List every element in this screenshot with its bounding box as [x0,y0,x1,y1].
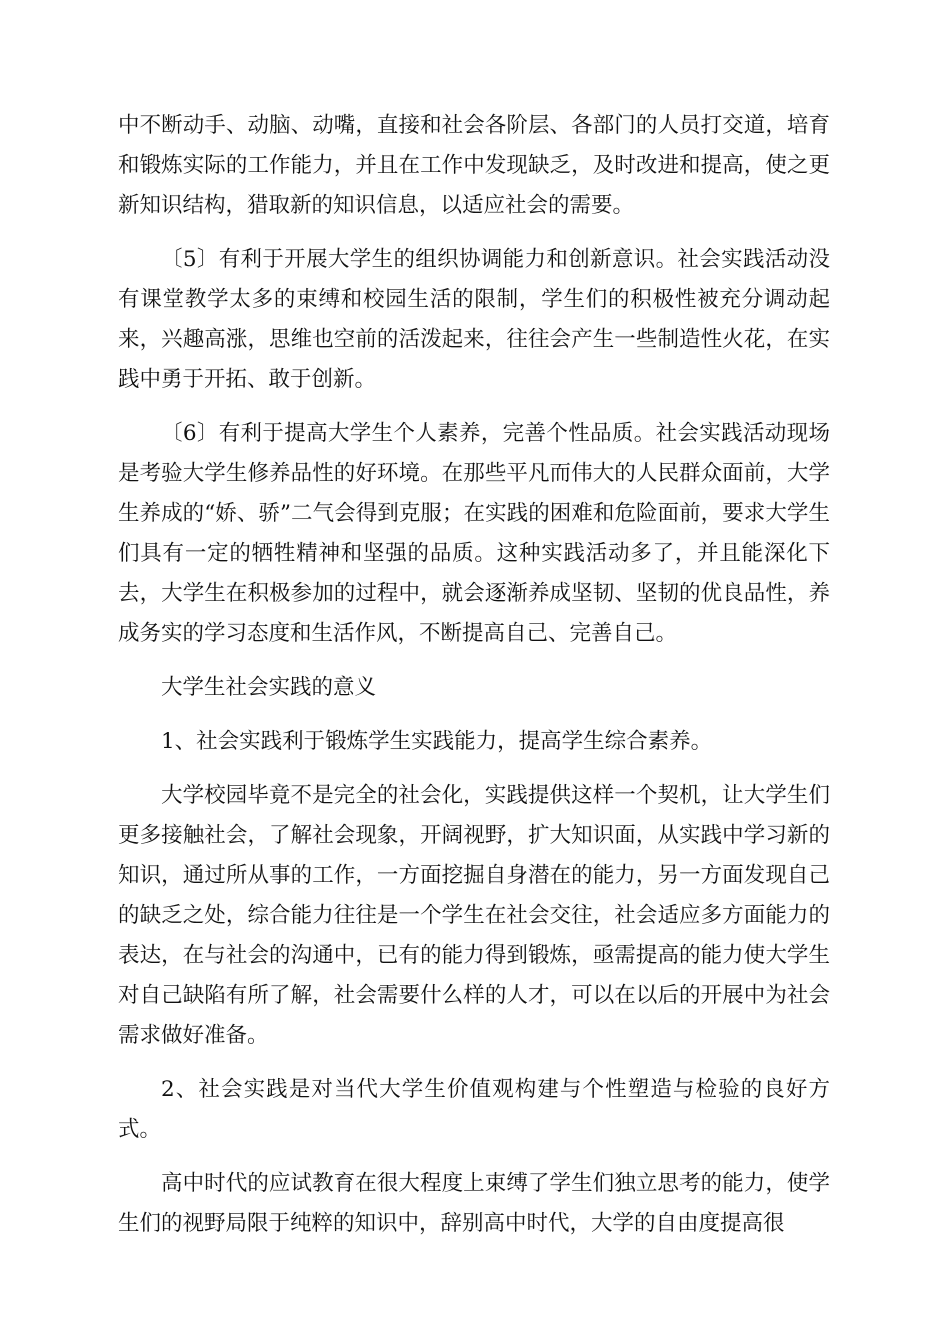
paragraph-continuation: 中不断动手、动脑、动嘴，直接和社会各阶层、各部门的人员打交道，培育和锻炼实际的工作能力，并且在工作中发现缺乏，及时改进和提高，使之更新知识结构，猎取新的知识信息，以适应社会的需要。 [118,113,830,218]
point-2-body: 高中时代的应试教育在很大程度上束缚了学生们独立思考的能力，使学生们的视野局限于纯粹的知识中，辞别高中时代，大学的自由度提高很 [118,1171,830,1236]
point-1-heading: 1、社会实践利于锻炼学生实践能力，提高学生综合素养。 [161,729,713,754]
paragraph-item-6: 〔6〕有利于提高大学生个人素养，完善个性品质。社会实践活动现场是考验大学生修养品性的好环境。在那些平凡而伟大的人民群众面前，大学生养成的“娇、骄”二气会得到克服；在实践的困难和危险面前，要求大学生们具有一定的牺牲精神和坚强的品质。这种实践活动多了，并且能深化下去，大学生在积极参加的过程中，就会逐渐养成坚韧、坚韧的优良品性，养成务实的学习态度和生活作风，不断提高自己、完善自己。 [118,421,830,646]
section-heading: 大学生社会实践的意义 [161,675,377,700]
point-1-body: 大学校园毕竟不是完全的社会化，实践提供这样一个契机，让大学生们更多接触社会，了解社会现象，开阔视野，扩大知识面，从实践中学习新的知识，通过所从事的工作，一方面挖掘自身潜在的能力，另一方面发现自己的缺乏之处，综合能力往往是一个学生在社会交往，社会适应多方面能力的表达，在与社会的沟通中，已有的能力得到锻炼，亟需提高的能力使大学生对自己缺陷有所了解，社会需要什么样的人才，可以在以后的开展中为社会需求做好准备。 [118,783,830,1048]
document-body [118,106,830,1258]
point-2-heading: 2、社会实践是对当代大学生价值观构建与个性塑造与检验的良好方式。 [118,1077,830,1142]
paragraph-item-5: 〔5〕有利于开展大学生的组织协调能力和创新意识。社会实践活动没有课堂教学太多的束缚和校园生活的限制，学生们的积极性被充分调动起来，兴趣高涨，思维也空前的活泼起来，往往会产生一些制造性火花，在实践中勇于开拓、敢于创新。 [118,247,830,392]
